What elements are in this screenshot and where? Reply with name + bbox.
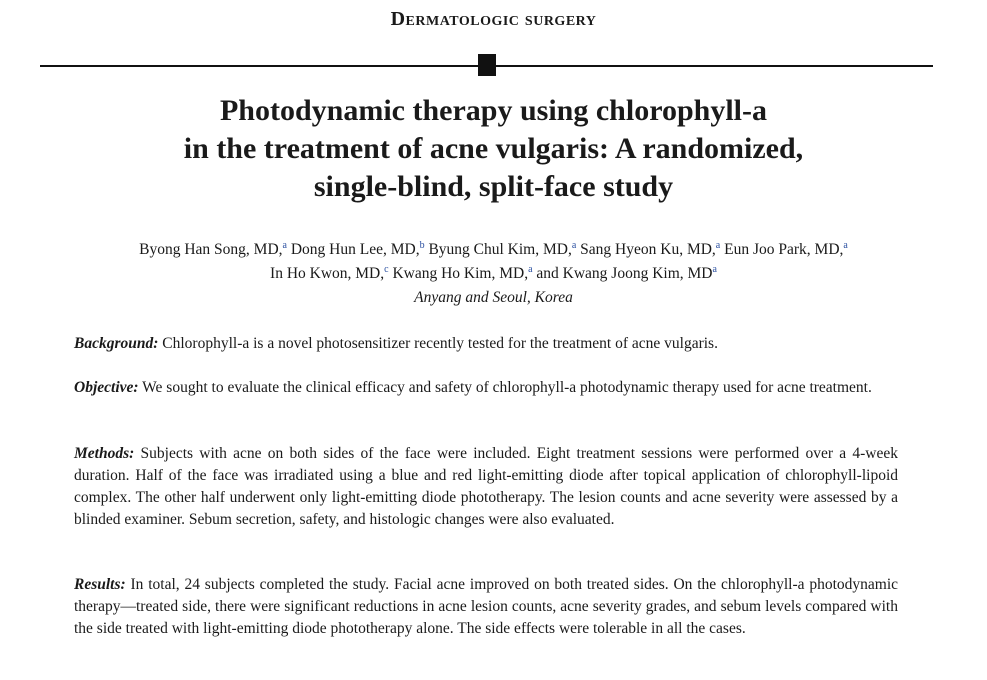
author bbox=[291, 241, 425, 258]
abstract-label: Results: bbox=[74, 576, 126, 593]
affiliation-mark[interactable]: c bbox=[384, 264, 389, 275]
abstract-text: We sought to evaluate the clinical efficacy and safety of chlorophyll-a photodynamic therapy used for acne treatment. bbox=[142, 379, 872, 396]
header-rule-marker bbox=[478, 54, 496, 76]
title-line: in the treatment of acne vulgaris: A randomized, bbox=[183, 132, 804, 165]
abstract-text: In total, 24 subjects completed the study. Facial acne improved on both treated sides. On the chlorophyll-a photodynamic therapy—treated side, there were significant reductions in acne lesion counts, acne severity grades, and sebum levels compared with the side treated with light-emitting diode phototherapy alone. The side effects were tolerable in all the cases. bbox=[74, 576, 899, 637]
abstract-label: Background: bbox=[74, 335, 159, 352]
author-name: Byong Han Song, MD, bbox=[139, 241, 283, 258]
affiliation-mark[interactable]: b bbox=[419, 240, 425, 251]
abstract-label: Objective: bbox=[74, 379, 139, 396]
affiliation-mark[interactable]: a bbox=[715, 240, 721, 251]
affiliation-mark[interactable]: a bbox=[282, 240, 287, 251]
abstract-results bbox=[74, 574, 898, 640]
author-name: Eun Joo Park, MD, bbox=[724, 241, 844, 258]
author-name: Dong Hun Lee, MD, bbox=[290, 241, 420, 258]
author bbox=[724, 241, 848, 258]
author bbox=[428, 241, 576, 258]
affiliation-mark[interactable]: a bbox=[712, 264, 717, 275]
author-name: Kwang Ho Kim, MD, bbox=[392, 265, 529, 282]
author-name: Sang Hyeon Ku, MD, bbox=[580, 241, 716, 258]
abstract-objective bbox=[74, 377, 898, 399]
author-line bbox=[30, 238, 957, 262]
author-name: Byung Chul Kim, MD, bbox=[428, 241, 572, 258]
author bbox=[580, 241, 720, 258]
author bbox=[139, 241, 287, 258]
affiliation-mark[interactable]: a bbox=[571, 240, 577, 251]
section-header: Dermatologic surgery bbox=[390, 8, 597, 30]
author-line bbox=[30, 262, 957, 286]
author bbox=[392, 265, 532, 282]
abstract-methods bbox=[74, 443, 898, 531]
author-location: Anyang and Seoul, Korea bbox=[414, 289, 573, 306]
article-title bbox=[0, 92, 987, 206]
author-name: and Kwang Joong Kim, MD bbox=[536, 265, 713, 282]
affiliation-mark[interactable]: a bbox=[843, 240, 848, 251]
abstract-background bbox=[74, 333, 898, 355]
abstract-text: Subjects with acne on both sides of the face were included. Eight treatment sessions were performed over a 4-week duration. Half of the face was irradiated using a blue and red light-emitting diode after topical application of chlorophyll-lipoid complex. The other half underwent only light-emitting diode phototherapy. The lesion counts and acne severity were assessed by a blinded examiner. Sebum secretion, safety, and histologic changes were also evaluated. bbox=[74, 445, 898, 528]
abstract-label: Methods: bbox=[74, 445, 135, 462]
author bbox=[536, 265, 717, 282]
affiliation-mark[interactable]: a bbox=[528, 264, 533, 275]
title-line: single-blind, split-face study bbox=[313, 170, 674, 203]
author bbox=[270, 265, 389, 282]
title-line: Photodynamic therapy using chlorophyll-a bbox=[219, 94, 768, 127]
author-name: In Ho Kwon, MD, bbox=[270, 265, 385, 282]
abstract-text: Chlorophyll-a is a novel photosensitizer recently tested for the treatment of acne vulgaris. bbox=[162, 335, 718, 352]
author-list bbox=[30, 238, 957, 310]
